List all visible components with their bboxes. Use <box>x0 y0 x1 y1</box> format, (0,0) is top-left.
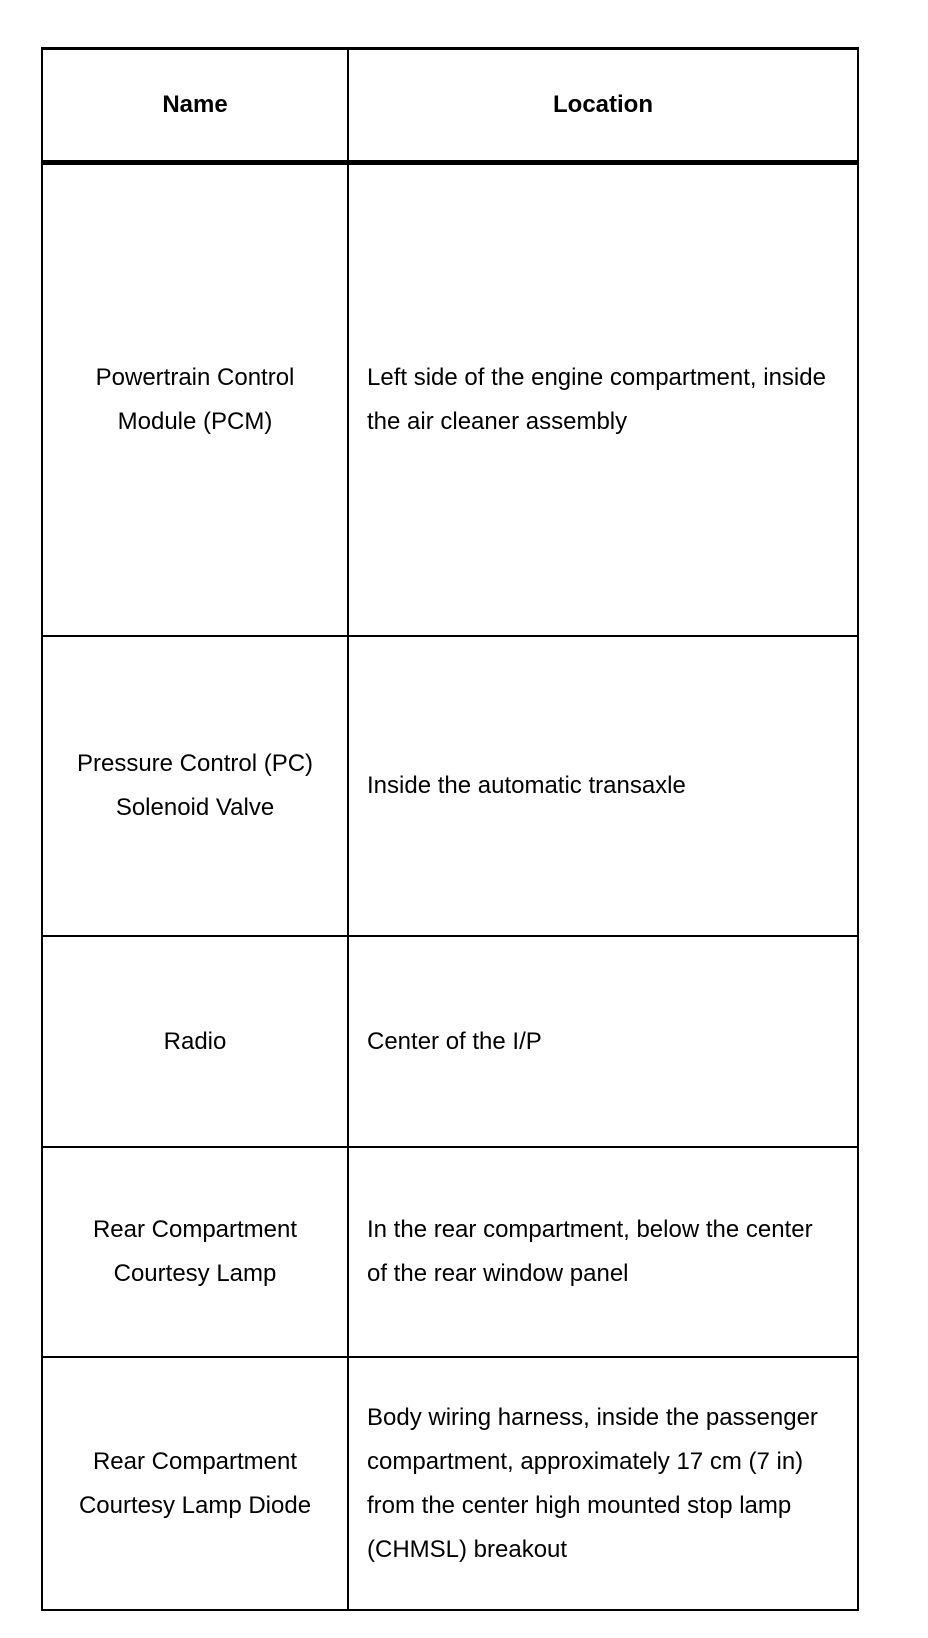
name-column-header: Name <box>42 49 348 163</box>
component-location-cell: In the rear compartment, below the center of the rear window panel <box>348 1147 858 1357</box>
table-row <box>42 1147 858 1357</box>
component-name-cell: Rear Compartment Courtesy Lamp Diode <box>42 1357 348 1610</box>
table-row <box>42 1357 858 1610</box>
component-location-cell: Inside the automatic transaxle <box>348 636 858 936</box>
component-name-cell: Powertrain Control Module (PCM) <box>42 163 348 637</box>
table-row <box>42 163 858 637</box>
table-row <box>42 636 858 936</box>
component-name-cell: Rear Compartment Courtesy Lamp <box>42 1147 348 1357</box>
component-name-cell: Radio <box>42 936 348 1147</box>
component-name-cell: Pressure Control (PC) Solenoid Valve <box>42 636 348 936</box>
component-location-cell: Body wiring harness, inside the passenger compartment, approximately 17 cm (7 in) from the center high mounted stop lamp (CHMSL) breakout <box>348 1357 858 1610</box>
location-column-header: Location <box>348 49 858 163</box>
table-row <box>42 936 858 1147</box>
header-row <box>42 49 858 163</box>
component-location-cell: Center of the I/P <box>348 936 858 1147</box>
component-location-table <box>41 47 859 1611</box>
component-location-cell: Left side of the engine compartment, inside the air cleaner assembly <box>348 163 858 637</box>
